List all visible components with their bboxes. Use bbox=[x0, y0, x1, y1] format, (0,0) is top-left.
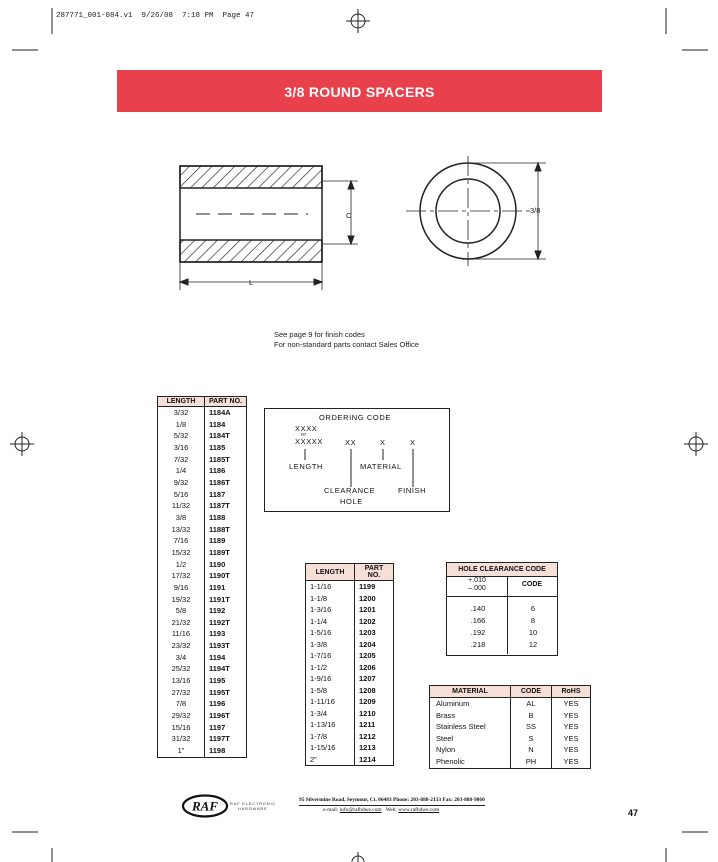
length-cell: 1-13/16 bbox=[306, 719, 355, 731]
logo-sub-line2: HARDWARE bbox=[238, 806, 268, 811]
part-no-cell: 1211 bbox=[355, 719, 394, 731]
length-cell: 1-5/16 bbox=[306, 627, 355, 639]
part-no-cell: 1200 bbox=[355, 593, 394, 605]
note-finish: See page 9 for finish codes bbox=[274, 330, 365, 339]
table-row bbox=[158, 454, 247, 466]
part-no-cell: 1190 bbox=[205, 559, 247, 571]
length-cell: 5/8 bbox=[158, 605, 205, 617]
length-cell: 7/8 bbox=[158, 698, 205, 710]
table-row bbox=[158, 570, 247, 582]
address-line: 95 Silvermine Road, Seymour, Ct. 06483 Phone: 203-888-2133 Fax: 203-888-9860 bbox=[299, 796, 485, 806]
length-cell: 25/32 bbox=[158, 663, 205, 675]
code-or: or bbox=[301, 432, 307, 438]
part-no-cell: 1197 bbox=[205, 722, 247, 734]
diameter-label: 3/8 bbox=[530, 206, 541, 215]
table-row bbox=[158, 559, 247, 571]
part-no-cell: 1185 bbox=[205, 442, 247, 454]
length-cell: 3/4 bbox=[158, 652, 205, 664]
part-no-cell: 1208 bbox=[355, 685, 394, 697]
length-cell: 1-7/8 bbox=[306, 731, 355, 743]
part-no-cell: 1213 bbox=[355, 742, 394, 754]
long-length-rows bbox=[306, 581, 394, 766]
part-no-cell: 1195T bbox=[205, 687, 247, 699]
part-no-cell: 1188 bbox=[205, 512, 247, 524]
page-number: 47 bbox=[628, 808, 639, 818]
length-legend: LENGTH bbox=[289, 462, 324, 471]
col-material: MATERIAL bbox=[430, 686, 511, 698]
part-no-cell: 1189T bbox=[205, 547, 247, 559]
page-title-banner: 3/8 ROUND SPACERS bbox=[117, 70, 602, 112]
part-no-cell: 1194 bbox=[205, 652, 247, 664]
length-cell: 7/32 bbox=[158, 454, 205, 466]
length-cell: 13/16 bbox=[158, 675, 205, 687]
table-row bbox=[158, 687, 247, 699]
code-finish-segment: X bbox=[410, 438, 416, 447]
table-row bbox=[306, 673, 394, 685]
part-no-cell: 1198 bbox=[205, 745, 247, 757]
part-no-cell: 1186T bbox=[205, 477, 247, 489]
part-no-cell: 1199 bbox=[355, 581, 394, 593]
part-no-cell: 1202 bbox=[355, 616, 394, 628]
part-no-cell: 1188T bbox=[205, 524, 247, 536]
length-cell: 19/32 bbox=[158, 594, 205, 606]
length-cell: 1/8 bbox=[158, 419, 205, 431]
col-code: CODE bbox=[511, 686, 552, 698]
material-legend: MATERIAL bbox=[360, 462, 402, 471]
col-part-no: PART NO. bbox=[205, 397, 247, 407]
table-row bbox=[158, 652, 247, 664]
raf-logo bbox=[181, 794, 229, 818]
part-no-cell: 1206 bbox=[355, 662, 394, 674]
code-header: CODE bbox=[521, 581, 543, 588]
table-row: Nylon N YES bbox=[430, 744, 591, 756]
part-no-cell: 1212 bbox=[355, 731, 394, 743]
notes bbox=[274, 330, 419, 350]
col-part-no: PART NO. bbox=[355, 564, 394, 581]
length-cell: 1-9/16 bbox=[306, 673, 355, 685]
length-cell: 3/16 bbox=[158, 442, 205, 454]
part-no-cell: 1203 bbox=[355, 627, 394, 639]
table-row bbox=[306, 616, 394, 628]
tolerance-minus: –.000 bbox=[468, 585, 486, 592]
part-no-cell: 1190T bbox=[205, 570, 247, 582]
table-row bbox=[306, 719, 394, 731]
length-dimension-label: L bbox=[249, 278, 254, 287]
side-view bbox=[180, 166, 358, 290]
part-no-cell: 1195 bbox=[205, 675, 247, 687]
part-no-cell: 1194T bbox=[205, 663, 247, 675]
col-length: LENGTH bbox=[306, 564, 355, 581]
table-row bbox=[158, 733, 247, 745]
table-row bbox=[158, 698, 247, 710]
ordering-code-box bbox=[264, 408, 450, 512]
part-no-cell: 1196 bbox=[205, 698, 247, 710]
tolerance-header bbox=[447, 577, 507, 593]
table-row bbox=[306, 662, 394, 674]
length-cell: 23/32 bbox=[158, 640, 205, 652]
table-row bbox=[158, 675, 247, 687]
spacer-drawing bbox=[160, 150, 580, 300]
table-row bbox=[158, 582, 247, 594]
email-link[interactable]: info@rafhdwe.com bbox=[339, 807, 382, 813]
table-row bbox=[158, 710, 247, 722]
length-cell: 1/4 bbox=[158, 465, 205, 477]
length-cell: 9/16 bbox=[158, 582, 205, 594]
table-row: Steel S YES bbox=[430, 733, 591, 745]
part-no-cell: 1193T bbox=[205, 640, 247, 652]
table-row bbox=[158, 547, 247, 559]
length-cell: 1-1/16 bbox=[306, 581, 355, 593]
material-table bbox=[429, 685, 591, 769]
part-no-cell: 1210 bbox=[355, 708, 394, 720]
table-row bbox=[158, 722, 247, 734]
code-five-x: XXXXX bbox=[295, 437, 324, 446]
col-rohs: RoHS bbox=[552, 686, 591, 698]
code-material-segment: X bbox=[380, 438, 386, 447]
table-row bbox=[158, 535, 247, 547]
length-cell: 5/16 bbox=[158, 489, 205, 501]
length-cell: 29/32 bbox=[158, 710, 205, 722]
ordering-title: ORDERING CODE bbox=[319, 413, 391, 422]
part-no-cell: 1192 bbox=[205, 605, 247, 617]
table-row bbox=[306, 593, 394, 605]
part-no-cell: 1186 bbox=[205, 465, 247, 477]
part-no-cell: 1193 bbox=[205, 628, 247, 640]
length-cell: 2" bbox=[306, 754, 355, 766]
length-cell: 11/16 bbox=[158, 628, 205, 640]
code-four-x: XXXX bbox=[295, 424, 318, 433]
logo-subtitle bbox=[230, 801, 276, 811]
table-row bbox=[158, 594, 247, 606]
length-cell: 5/32 bbox=[158, 430, 205, 442]
length-cell: 1-7/16 bbox=[306, 650, 355, 662]
length-cell: 17/32 bbox=[158, 570, 205, 582]
part-no-cell: 1184 bbox=[205, 419, 247, 431]
length-cell: 13/32 bbox=[158, 524, 205, 536]
length-cell: 3/8 bbox=[158, 512, 205, 524]
hole-clearance-title: HOLE CLEARANCE CODE bbox=[447, 563, 557, 577]
part-no-cell: 1192T bbox=[205, 617, 247, 629]
length-cell: 11/32 bbox=[158, 500, 205, 512]
length-cell: 31/32 bbox=[158, 733, 205, 745]
table-row bbox=[306, 685, 394, 697]
hole-dimension-label: C bbox=[346, 211, 352, 220]
short-length-rows bbox=[158, 407, 247, 758]
col-length: LENGTH bbox=[158, 397, 205, 407]
length-cell: 21/32 bbox=[158, 617, 205, 629]
part-no-cell: 1187 bbox=[205, 489, 247, 501]
table-row bbox=[306, 696, 394, 708]
table-row bbox=[158, 640, 247, 652]
table-row bbox=[158, 407, 247, 419]
table-row: Aluminum AL YES bbox=[430, 698, 591, 710]
length-cell: 1-1/4 bbox=[306, 616, 355, 628]
contact-line: e-mail: info@rafhdwe.com Web: www.rafhdwe.com bbox=[323, 807, 440, 813]
table-row bbox=[306, 581, 394, 593]
material-rows bbox=[430, 698, 591, 769]
part-no-cell: 1209 bbox=[355, 696, 394, 708]
table-row bbox=[306, 731, 394, 743]
note-sales: For non-standard parts contact Sales Office bbox=[274, 340, 419, 349]
tolerance-plus: +.010 bbox=[468, 577, 486, 584]
part-no-cell: 1191 bbox=[205, 582, 247, 594]
hole-legend: HOLE bbox=[340, 497, 363, 506]
end-view bbox=[406, 156, 546, 266]
length-cell: 7/16 bbox=[158, 535, 205, 547]
length-cell: 1-3/8 bbox=[306, 639, 355, 651]
table-row bbox=[306, 627, 394, 639]
table-row bbox=[158, 442, 247, 454]
part-no-cell: 1191T bbox=[205, 594, 247, 606]
length-cell: 1-1/2 bbox=[306, 662, 355, 674]
part-no-cell: 1197T bbox=[205, 733, 247, 745]
length-cell: 27/32 bbox=[158, 687, 205, 699]
table-row bbox=[158, 500, 247, 512]
part-no-cell: 1205 bbox=[355, 650, 394, 662]
long-length-table bbox=[305, 563, 394, 766]
table-row bbox=[158, 663, 247, 675]
part-no-cell: 1196T bbox=[205, 710, 247, 722]
part-no-cell: 1187T bbox=[205, 500, 247, 512]
print-header: 287771_001-084.v1 9/26/08 7:18 PM Page 47 bbox=[56, 12, 255, 20]
clearance-legend: CLEARANCE bbox=[324, 486, 376, 495]
table-row bbox=[158, 477, 247, 489]
table-row bbox=[306, 708, 394, 720]
table-row bbox=[158, 465, 247, 477]
table-row bbox=[306, 754, 394, 766]
table-row bbox=[158, 430, 247, 442]
table-row: Brass B YES bbox=[430, 710, 591, 722]
table-row bbox=[158, 419, 247, 431]
part-no-cell: 1189 bbox=[205, 535, 247, 547]
part-no-cell: 1184A bbox=[205, 407, 247, 419]
hole-clearance-table: HOLE CLEARANCE CODE +.010 –.000 CODE .140 6 .166 8 .192 10 .218 12 bbox=[446, 562, 558, 656]
part-no-cell: 1204 bbox=[355, 639, 394, 651]
code-hole-segment: XX bbox=[345, 438, 357, 447]
table-row bbox=[306, 639, 394, 651]
length-cell: 1/2 bbox=[158, 559, 205, 571]
length-cell: 15/32 bbox=[158, 547, 205, 559]
length-cell: 1-3/16 bbox=[306, 604, 355, 616]
table-row bbox=[158, 605, 247, 617]
length-cell: 15/16 bbox=[158, 722, 205, 734]
table-row bbox=[158, 745, 247, 757]
part-no-cell: 1201 bbox=[355, 604, 394, 616]
table-row bbox=[158, 524, 247, 536]
length-cell: 1-15/16 bbox=[306, 742, 355, 754]
table-row bbox=[158, 628, 247, 640]
length-cell: 9/32 bbox=[158, 477, 205, 489]
part-no-cell: 1184T bbox=[205, 430, 247, 442]
logo-sub-line1: RAF ELECTRONIC bbox=[230, 801, 277, 806]
web-link[interactable]: www.rafhdwe.com bbox=[398, 807, 440, 813]
table-row bbox=[306, 650, 394, 662]
short-length-table bbox=[157, 396, 247, 758]
length-cell: 1-5/8 bbox=[306, 685, 355, 697]
logo-text: RAF bbox=[191, 798, 219, 814]
table-row bbox=[158, 617, 247, 629]
length-cell: 1-11/16 bbox=[306, 696, 355, 708]
table-row bbox=[306, 604, 394, 616]
footer-address bbox=[299, 796, 485, 815]
length-cell: 3/32 bbox=[158, 407, 205, 419]
finish-legend: FINISH bbox=[398, 486, 427, 495]
table-row bbox=[158, 512, 247, 524]
table-row: Phenolic PH YES bbox=[430, 756, 591, 768]
part-no-cell: 1185T bbox=[205, 454, 247, 466]
part-no-cell: 1214 bbox=[355, 754, 394, 766]
length-cell: 1" bbox=[158, 745, 205, 757]
part-no-cell: 1207 bbox=[355, 673, 394, 685]
table-row: Stainless Steel SS YES bbox=[430, 721, 591, 733]
length-cell: 1-3/4 bbox=[306, 708, 355, 720]
length-cell: 1-1/8 bbox=[306, 593, 355, 605]
table-row bbox=[306, 742, 394, 754]
table-row bbox=[158, 489, 247, 501]
